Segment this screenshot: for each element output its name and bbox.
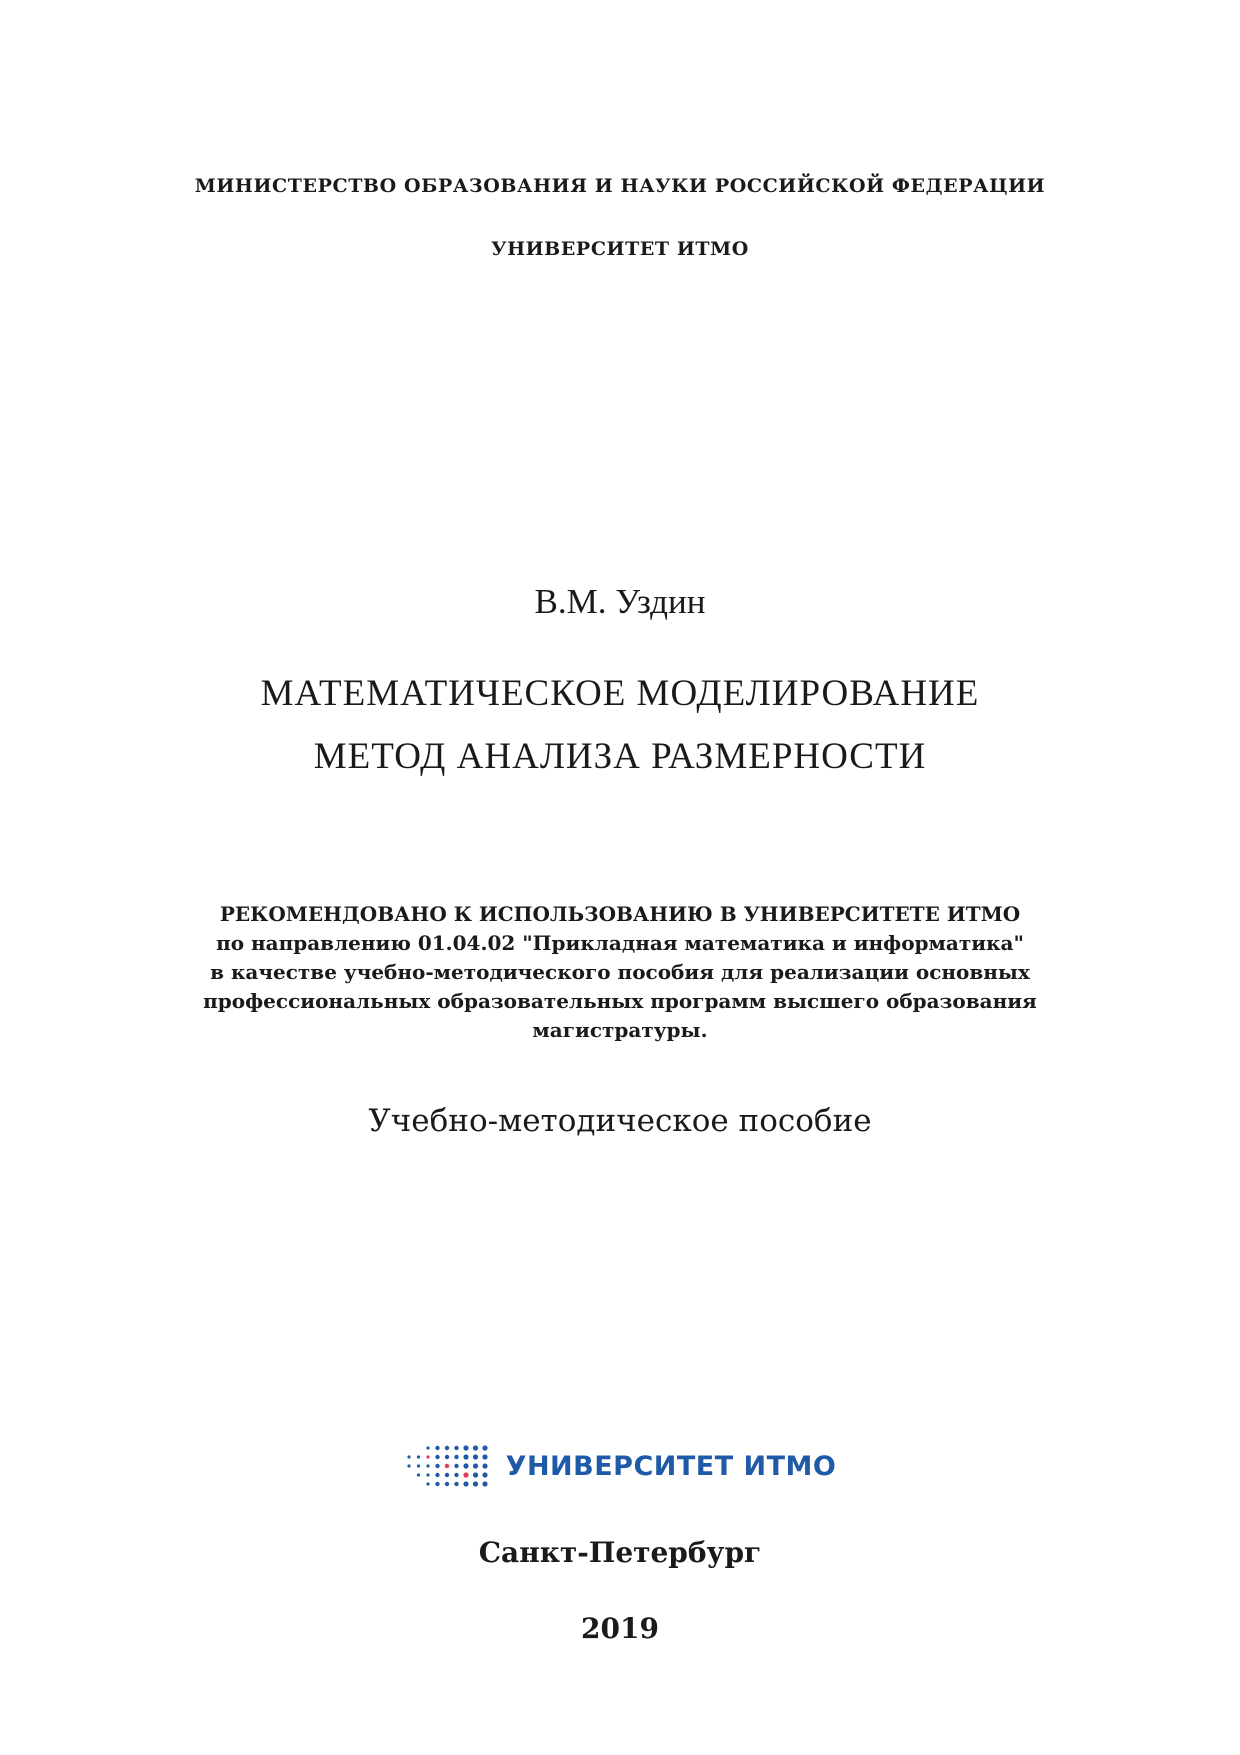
logo-dot [426, 1464, 429, 1467]
logo-dot [463, 1472, 468, 1477]
logo-dot [482, 1481, 487, 1486]
logo-dot [463, 1454, 468, 1459]
logo-dot [463, 1481, 468, 1486]
logo-dot [426, 1473, 429, 1476]
logo-dot [444, 1464, 448, 1468]
logo-dot [454, 1455, 458, 1459]
publication-year: 2019 [581, 1612, 659, 1645]
publication-city: Санкт-Петербург [478, 1536, 762, 1569]
logo-dot [473, 1463, 478, 1468]
logo-dot [454, 1464, 458, 1468]
ministry-heading: МИНИСТЕРСТВО ОБРАЗОВАНИЯ И НАУКИ РОССИЙСКОЙ ФЕДЕРАЦИИ [194, 175, 1046, 197]
logo-dot [463, 1445, 468, 1450]
logo-dot [435, 1482, 439, 1486]
logo-dot [426, 1455, 429, 1458]
itmo-dots-icon [404, 1442, 492, 1490]
recommendation-line-5: магистратуры. [532, 1018, 708, 1042]
logo-dot [426, 1482, 429, 1485]
title-line-2: МЕТОД АНАЛИЗА РАЗМЕРНОСТИ [313, 736, 927, 777]
recommendation-line-1: РЕКОМЕНДОВАНО К ИСПОЛЬЗОВАНИЮ В УНИВЕРСИТЕТЕ ИТМО [219, 902, 1021, 926]
logo-text: УНИВЕРСИТЕТ ИТМО [505, 1450, 837, 1482]
logo-dot [482, 1454, 487, 1459]
recommendation-line-3: в качестве учебно-методического пособия для реализации основных [210, 960, 1030, 984]
logo-dot [454, 1482, 458, 1486]
logo-dot [473, 1445, 478, 1450]
logo-dot [435, 1455, 439, 1459]
logo-dot [473, 1481, 478, 1486]
logo-dot [454, 1473, 458, 1477]
logo-dot [444, 1482, 448, 1486]
logo-dot [454, 1446, 458, 1450]
itmo-logo [0, 1436, 1240, 1496]
logo-dot [407, 1464, 410, 1467]
logo-dot [482, 1472, 487, 1477]
logo-dot [435, 1473, 439, 1477]
logo-dot [407, 1455, 410, 1458]
title-line-1: МАТЕМАТИЧЕСКОЕ МОДЕЛИРОВАНИЕ [260, 673, 980, 714]
publication-type: Учебно-методическое пособие [368, 1103, 872, 1139]
logo-dot [417, 1473, 420, 1476]
author-name: В.М. Уздин [534, 582, 706, 621]
logo-dot [473, 1454, 478, 1459]
recommendation-line-2: по направлению 01.04.02 "Прикладная математика и информатика" [216, 931, 1024, 955]
logo-dot [444, 1473, 448, 1477]
university-heading: УНИВЕРСИТЕТ ИТМО [491, 238, 749, 260]
logo-dot [482, 1445, 487, 1450]
logo-dot [463, 1463, 468, 1468]
logo-dot [444, 1446, 448, 1450]
recommendation-line-4: профессиональных образовательных программ высшего образования [203, 989, 1037, 1013]
logo-dot [417, 1464, 420, 1467]
logo-dot [473, 1472, 478, 1477]
logo-dot [435, 1446, 439, 1450]
logo-dot [444, 1455, 448, 1459]
logo-dot [482, 1463, 487, 1468]
logo-dot [435, 1464, 439, 1468]
logo-dot [417, 1455, 420, 1458]
logo-dot [426, 1446, 429, 1449]
